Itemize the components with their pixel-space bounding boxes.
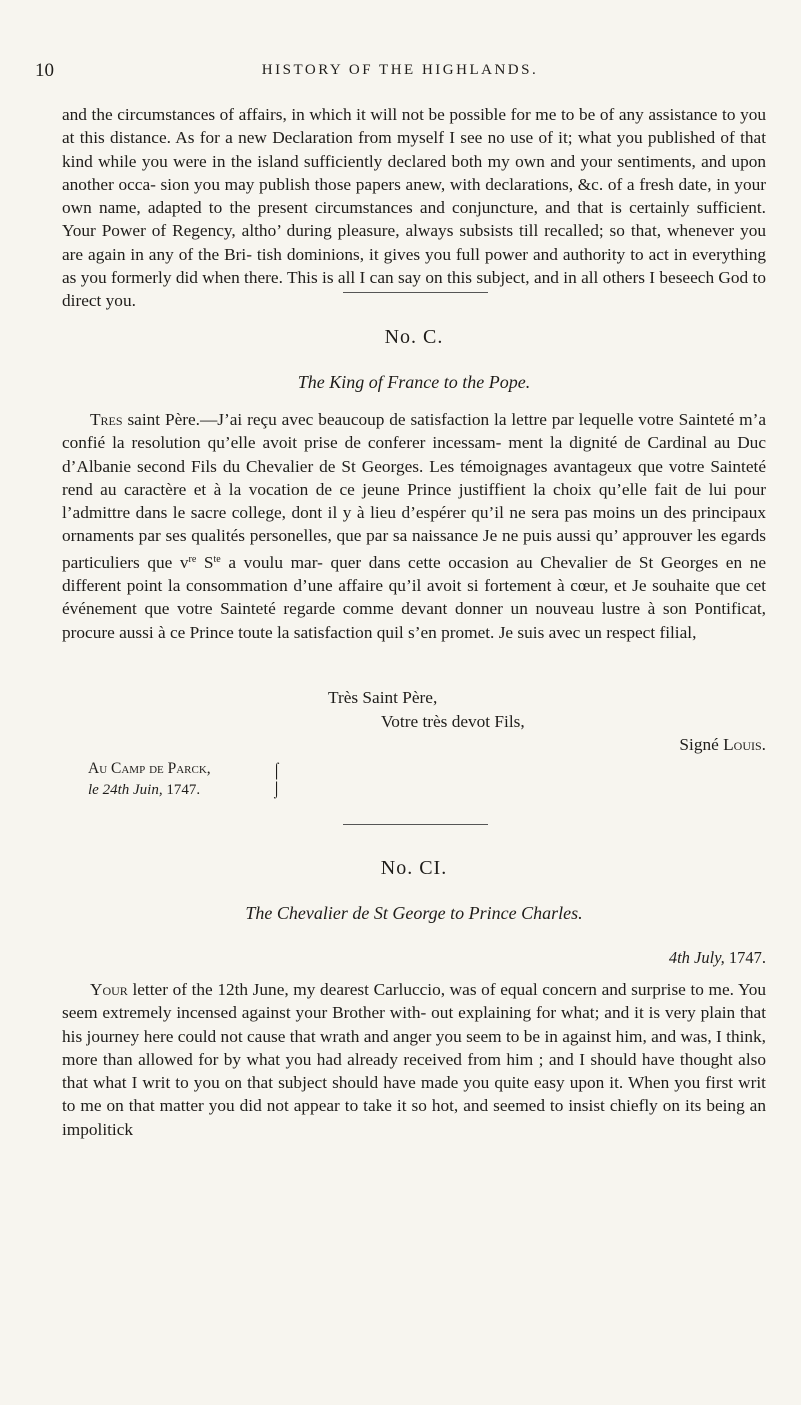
page-header bbox=[35, 60, 765, 84]
letter-c-body-mid: S bbox=[196, 552, 214, 572]
letter-ci-number: No. CI. bbox=[380, 857, 448, 879]
superscript-te: te bbox=[213, 553, 221, 565]
section-divider-2 bbox=[343, 824, 488, 825]
letter-c-body bbox=[62, 408, 766, 644]
signature-line bbox=[679, 735, 766, 755]
letter-c-body-start: saint Père.—J’ai reçu avec beaucoup de satisfaction la lettre par lequelle votre Sainteté m’a confié la resolution qu’elle avoit prise de conferer incessam- ment la dignité de Cardinal au Duc d’Albanie second Fils du Chevalier de St Georges. Les témoignages avantageux que votre Sainteté rend au caractère et à la vocation de ce jeune Prince justiffient la choix qu’elle fait de lui pour l’admittre dans le sacre college, dont il y à lieu d’espérer qu’il ne sera pas moins un des principaux ornaments par ses qualités personelles, que par sa naissance Je ne puis aussi qu’ approuver les egards particuliers que v bbox=[62, 410, 766, 572]
place-line: Au Camp de Parck, bbox=[88, 760, 211, 777]
page-number: 10 bbox=[35, 60, 54, 81]
letter-ci-opening-word: Your bbox=[90, 980, 128, 999]
letter-ci-body bbox=[62, 978, 766, 1141]
signer-name: Louis. bbox=[723, 735, 766, 754]
letter-c-opening-word: Tres bbox=[90, 410, 123, 429]
brace-upper: ⌠ bbox=[272, 763, 282, 779]
letter-c-body-end: a voulu mar- quer dans cette occasion au Chevalier de St Georges en ne different point la consommation d’une affaire qu’il avoit si fortement à cœur, et Je souhaite que cet événement que votre Sainteté regarde comme devant donner un nouveau lustre à son Pontificat, procure aussi à ce Prince toute la satisfaction quil s’en promet. Je suis avec un respect filial, bbox=[62, 552, 766, 642]
superscript-re: re bbox=[188, 553, 197, 565]
letter-c-number: No. C. bbox=[384, 326, 444, 348]
intro-paragraph: and the circumstances of affairs, in which it will not be possible for me to be of any assistance to you at this distance. As for a new Declaration from myself I see no use of it; what you published of that kind while you were in the island sufficiently declared both my own and your sentiments, and upon another occa- sion you may publish those papers anew, with declarations, &c. of a fresh date, in your own name, adapted to the present circumstances and conjuncture, and that is certainly sufficient. Your Power of Regency, altho’ during pleasure, always subsists till recalled; so that, whenever you are again in any of the Bri- tish dominions, it gives you full power and authority to act in everything as you formerly did when there. This is all I can say on this subject, and in all others I beseech God to direct you. bbox=[62, 105, 766, 311]
letter-ci-title: The Chevalier de St George to Prince Charles. bbox=[245, 903, 583, 923]
salutation: Très Saint Père, bbox=[328, 688, 438, 707]
letter-ci-date: 4th July, 1747. bbox=[668, 948, 766, 967]
letter-ci-body-text: letter of the 12th June, my dearest Carluccio, was of equal concern and surprise to me. You seem extremely incensed against your Brother with- out explaining for what; and it is very plain that his journey here could not cause that wrath and anger you seem to be in against him, and was, I think, more than allowed for by what you had already received from him ; and I should have thought also that what I writ to you on that subject should have made you quite easy upon it. When you first writ to me on that matter you did not appear to take it so hot, and seemed to insist chiefly on its being an impolitick bbox=[62, 980, 766, 1139]
section-divider bbox=[343, 292, 488, 293]
date-line: le 24th Juin, 1747. bbox=[88, 782, 201, 798]
brace-lower: ⌡ bbox=[272, 782, 282, 798]
letter-c-title: The King of France to the Pope. bbox=[297, 372, 531, 392]
signed-word: Signé bbox=[679, 735, 719, 754]
running-head: HISTORY OF THE HIGHLANDS. bbox=[261, 62, 539, 78]
closing: Votre très devot Fils, bbox=[381, 712, 525, 731]
